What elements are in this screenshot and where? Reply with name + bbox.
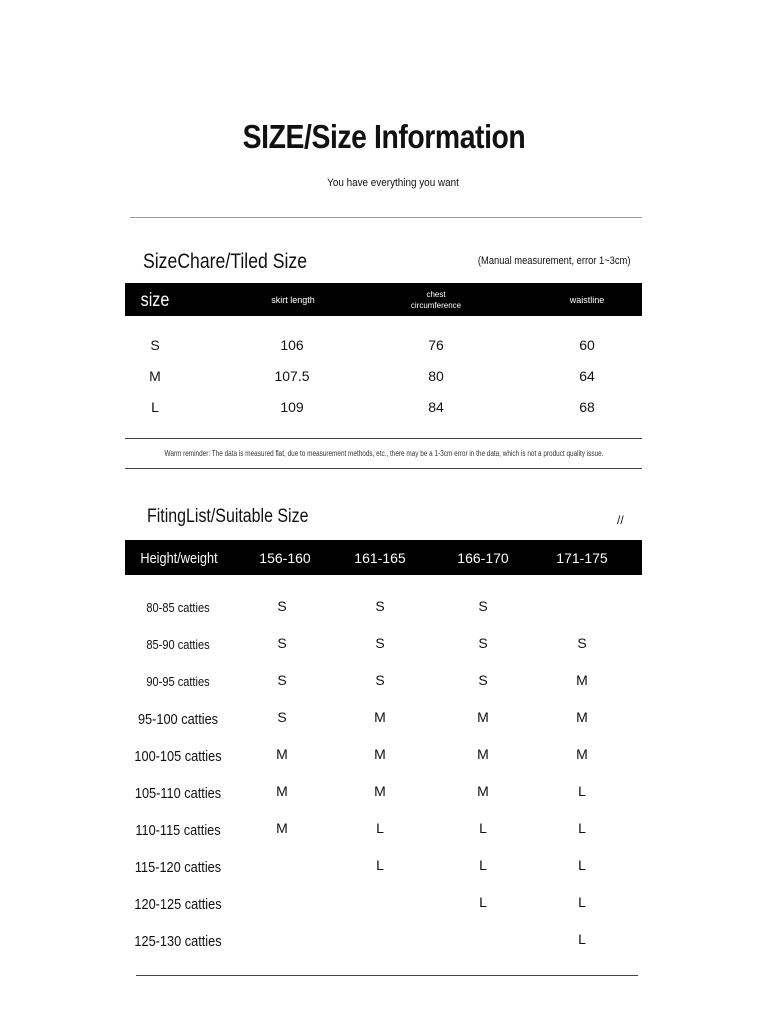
- suitable-size-cell: S: [277, 709, 287, 725]
- size-chart-value-cell: 76: [428, 337, 444, 353]
- size-chart-size-cell: S: [150, 337, 160, 353]
- suitable-size-cell: S: [277, 672, 287, 688]
- waistline-column-header: waistline: [569, 295, 605, 305]
- suitable-size-cell: S: [277, 598, 287, 614]
- suitable-size-cell: S: [577, 635, 587, 651]
- suitable-size-cell: L: [578, 783, 586, 799]
- suitable-size-cell: M: [374, 783, 386, 799]
- height-column-header: 156-160: [259, 550, 311, 566]
- page-title: SIZE/Size Information: [242, 118, 526, 155]
- size-chart-value-cell: 109: [280, 399, 304, 415]
- weight-row-label: 110-115 catties: [135, 822, 221, 839]
- suitable-size-cell: S: [478, 598, 488, 614]
- suitable-size-cell: M: [576, 709, 588, 725]
- height-weight-header: Height/weight: [140, 550, 218, 567]
- size-chart-title: SizeChare/Tiled Size: [143, 250, 308, 273]
- weight-row-label: 85-90 catties: [146, 637, 210, 652]
- suitable-size-cell: L: [479, 894, 487, 910]
- suitable-size-cell: S: [478, 672, 488, 688]
- size-chart-value-cell: 68: [579, 399, 595, 415]
- suitable-size-cell: L: [578, 894, 586, 910]
- weight-row-label: 80-85 catties: [146, 600, 210, 615]
- size-chart-value-cell: 106: [280, 337, 304, 353]
- weight-row-label: 105-110 catties: [134, 785, 222, 802]
- suitable-size-cell: M: [477, 746, 489, 762]
- weight-row-label: 95-100 catties: [137, 711, 219, 728]
- weight-row-label: 115-120 catties: [134, 859, 222, 876]
- suitable-size-cell: S: [277, 635, 287, 651]
- size-chart-value-cell: 80: [428, 368, 444, 384]
- suitable-size-cell: L: [578, 931, 586, 947]
- weight-row-label: 125-130 catties: [134, 933, 222, 950]
- page-subtitle: You have everything you want: [327, 177, 459, 189]
- height-column-header: 171-175: [556, 550, 608, 566]
- suitable-size-cell: S: [375, 598, 385, 614]
- suitable-size-cell: L: [479, 820, 487, 836]
- height-column-header: 166-170: [457, 550, 509, 566]
- suitable-size-cell: M: [276, 820, 288, 836]
- suitable-size-cell: L: [479, 857, 487, 873]
- suitable-size-cell: M: [276, 746, 288, 762]
- suitable-size-cell: S: [478, 635, 488, 651]
- size-chart-value-cell: 64: [579, 368, 595, 384]
- size-chart-value-cell: 60: [579, 337, 595, 353]
- suitable-size-cell: M: [374, 746, 386, 762]
- suitable-size-cell: M: [576, 672, 588, 688]
- size-chart-size-cell: M: [149, 368, 161, 384]
- weight-row-label: 100-105 catties: [134, 748, 222, 765]
- fitting-list-title: FitingList/Suitable Size: [147, 506, 309, 527]
- warm-reminder: Warm reminder: The data is measured flat, due to measurement methods, etc., there may be a 1-3cm error in the data, which is not a product quality issue.: [164, 449, 604, 458]
- size-chart-size-cell: L: [151, 399, 159, 415]
- suitable-size-cell: L: [578, 857, 586, 873]
- weight-row-label: 120-125 catties: [134, 896, 222, 913]
- suitable-size-cell: L: [578, 820, 586, 836]
- size-column-header: size: [140, 290, 170, 311]
- suitable-size-cell: M: [374, 709, 386, 725]
- fitting-list-bottom-rule: [136, 975, 638, 976]
- suitable-size-cell: S: [375, 672, 385, 688]
- measurement-note: (Manual measurement, error 1~3cm): [477, 255, 630, 267]
- suitable-size-cell: M: [276, 783, 288, 799]
- suitable-size-cell: M: [576, 746, 588, 762]
- suitable-size-cell: M: [477, 783, 489, 799]
- weight-row-label: 90-95 catties: [146, 674, 210, 689]
- chest-column-header: chest circumference: [410, 290, 462, 310]
- suitable-size-cell: L: [376, 857, 384, 873]
- size-chart-value-cell: 107.5: [274, 368, 310, 384]
- suitable-size-cell: L: [376, 820, 384, 836]
- height-column-header: 161-165: [354, 550, 406, 566]
- skirt-length-column-header: skirt length: [271, 295, 315, 305]
- suitable-size-cell: S: [375, 635, 385, 651]
- suitable-size-cell: M: [477, 709, 489, 725]
- fitting-list-mark: //: [617, 513, 624, 527]
- size-chart-value-cell: 84: [428, 399, 444, 415]
